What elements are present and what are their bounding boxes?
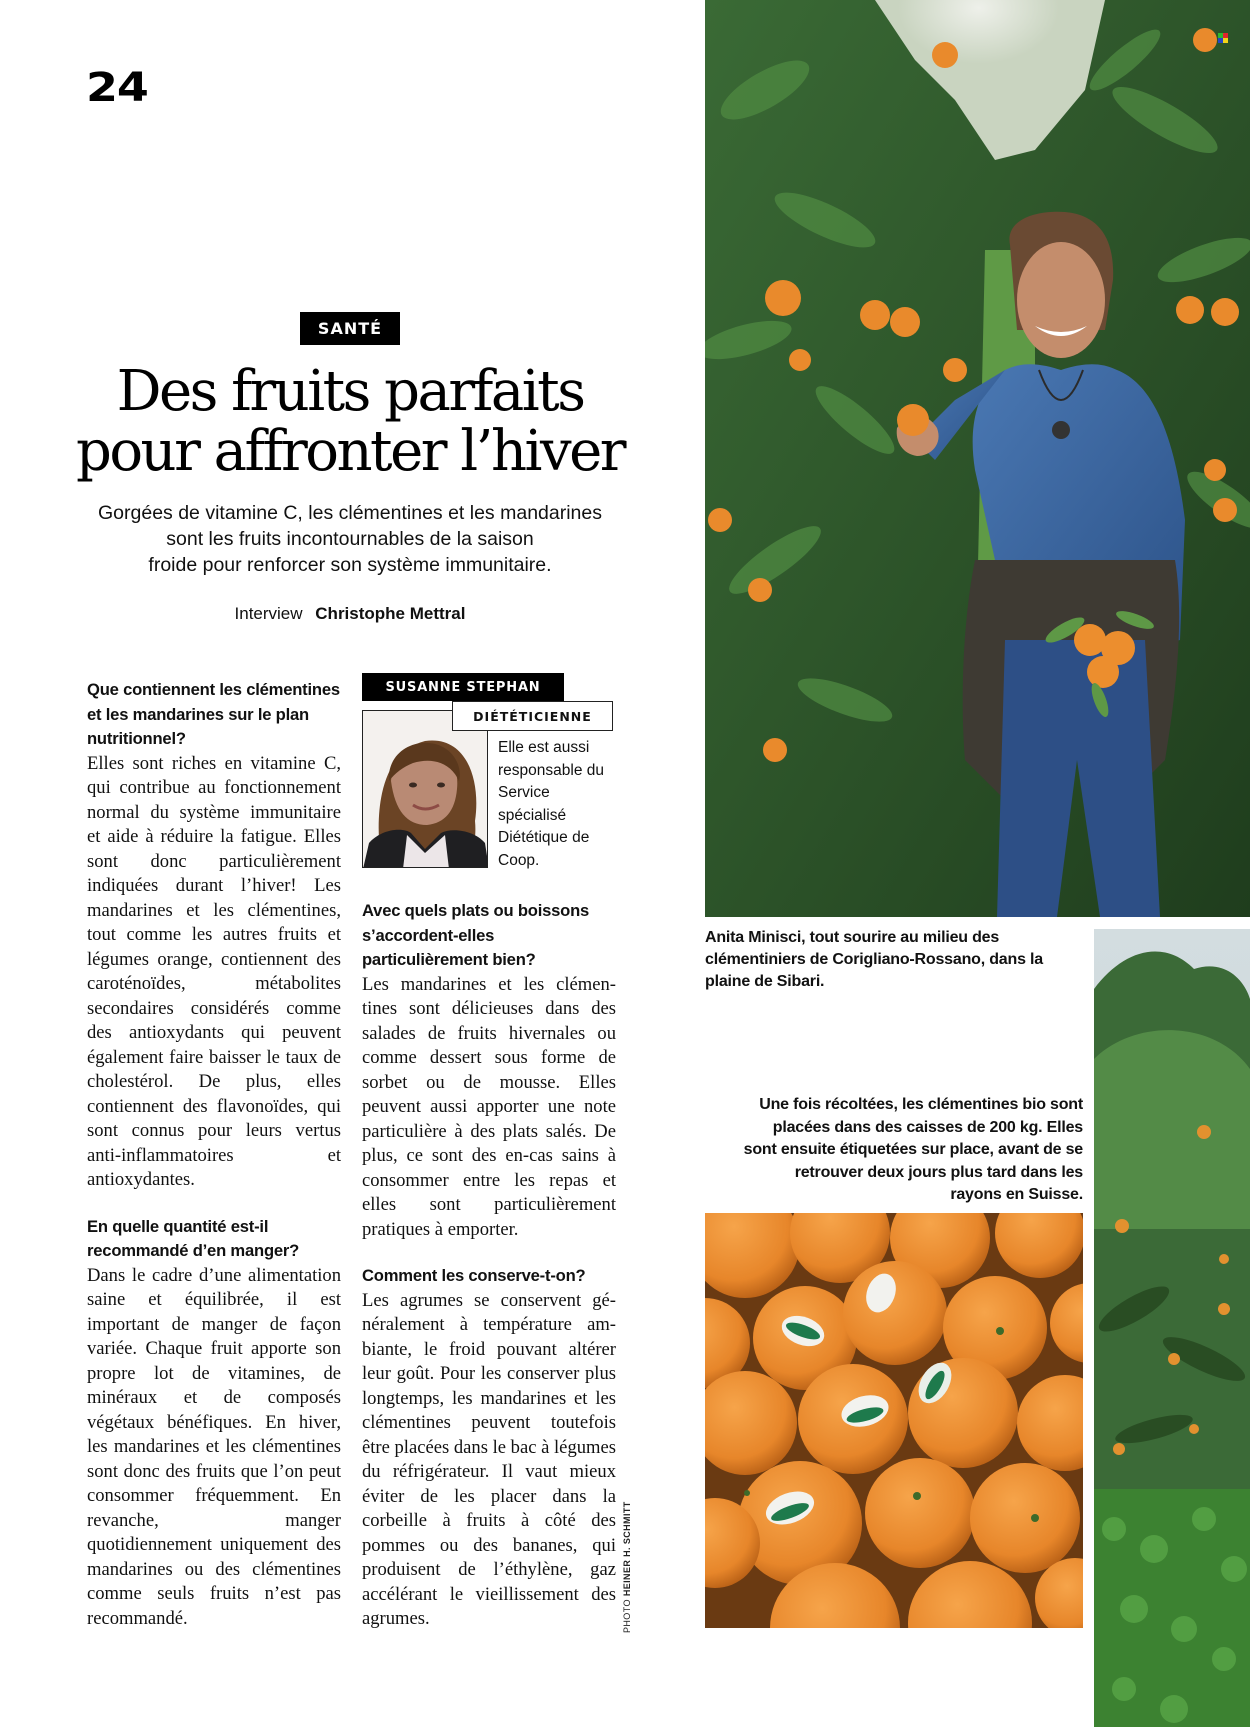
article-column-1 — [87, 678, 341, 1653]
article-lead — [70, 500, 630, 578]
photo-caption-orchard: Anita Minisci, tout sourire au milieu des clémentiniers de Corigliano-Rossano, dans la plaine de Sibari. — [705, 929, 1043, 990]
photo-credit-name: HEINER H. SCHMITT — [622, 1501, 632, 1597]
expert-portrait — [362, 710, 488, 868]
photo-credit-label: PHOTO — [622, 1599, 632, 1633]
headline-line-2: pour affronter l’hiver — [75, 419, 625, 484]
photo-credit — [622, 1503, 634, 1633]
organic-clementines-photo-icon — [705, 1213, 1083, 1628]
photo-organic-clementines — [705, 1213, 1083, 1628]
answer-text: Dans le cadre d’une alimentation saine et équilibrée, il est important de manger de façon variée. Chaque fruit apporte son propre lot de vitamines, de minéraux et de composés végétaux bénéfiques. En hiver, les mandarines et les clémentines sont donc des fruits que l’on peut consommer fréquemment. En revanche, manger quotidiennement uniquement des mandarines ou des clémentines comme seuls fruits n’est pas recommandé. — [87, 1264, 341, 1629]
expert-name-label: SUSANNE STEPHAN — [362, 673, 564, 701]
answer-text: Les mandarines et les clémentines sont délicieuses dans des salades de fruits hivernales ou comme dessert sous forme de sorbet ou de mousse. Elles peuvent aussi apporter une note particulière à des plats salés. De plus, ce sont des en-cas sains à consommer entre les repas et elles sont particulièrement pratiques à emporter. — [362, 973, 616, 1240]
answer-text: Elles sont riches en vitamine C, qui contribue au fonctionnement normal du système immunitaire et aide à réduire la fatigue. Elles sont donc particulièrement indiquées durant l’hiver! Les mandarines et les clémentines, tout comme les autres fruits et légumes orange, contiennent des caroténoïdes, métabolites secondaires considérés comme des antioxydants qui peuvent également faire baisser le taux de cholestérol. De plus, elles contiennent des flavonoïdes, qui sont connus pour leurs vertus anti-inflammatoires et antioxydantes. — [87, 752, 341, 1190]
byline-author: Christophe Mettral — [315, 604, 466, 623]
question-heading: En quelle quantité est-il recommandé d’en manger? — [87, 1216, 300, 1260]
headline-line-1: Des fruits parfaits — [116, 359, 584, 424]
print-registration-mark-icon — [1218, 33, 1228, 43]
page-number: 24 — [86, 65, 148, 111]
article-column-2 — [362, 899, 616, 1654]
section-rubric: SANTÉ — [300, 312, 400, 345]
clementine-tree-photo-icon — [1094, 929, 1250, 1727]
expert-bio: Elle est aussi responsable du Service spécialisé Diététique de Coop. — [498, 739, 604, 869]
portrait-photo-icon — [363, 711, 488, 868]
question-heading: Comment les conserve-t-on? — [362, 1266, 586, 1285]
lead-line-1: Gorgées de vitamine C, les clémentines et les mandarines — [98, 502, 602, 524]
article-headline — [60, 359, 640, 484]
lead-line-2: sont les fruits incontournables de la saison — [166, 528, 534, 550]
lead-line-3: froide pour renforcer son système immunitaire. — [148, 554, 552, 576]
byline-role: Interview — [234, 604, 303, 623]
byline — [60, 604, 640, 624]
photo-clementine-tree — [1094, 929, 1250, 1727]
expert-role-label: DIÉTÉTICIENNE — [452, 701, 613, 731]
photo-orchard-portrait — [705, 0, 1250, 917]
question-heading: Que contiennent les clémentines et les mandarines sur le plan nutritionnel? — [87, 680, 340, 748]
question-heading: Avec quels plats ou boissons s’accordent-elles particulièrement bien? — [362, 901, 590, 969]
answer-text: Les agrumes se conservent généralement à température ambiante, le froid pouvant altérer leur goût. Pour les conserver plus longtemps, les mandarines et les clémentines peuvent toutefois être placées dans le bac à légumes du réfrigérateur. Il vaut mieux éviter de les placer dans la corbeille à fruits à côté des pommes ou des bananes, qui produisent de l’éthylène, gaz accélérant le vieillissement des agrumes. — [362, 1289, 616, 1629]
photo-caption-oranges: Une fois récoltées, les clémentines bio sont placées dans des caisses de 200 kg. Elles sont ensuite étiquetées sur place, avant de se retrouver deux jours plus tard dans les rayons en Suisse. — [743, 1096, 1083, 1203]
orchard-woman-photo-icon — [705, 0, 1250, 917]
